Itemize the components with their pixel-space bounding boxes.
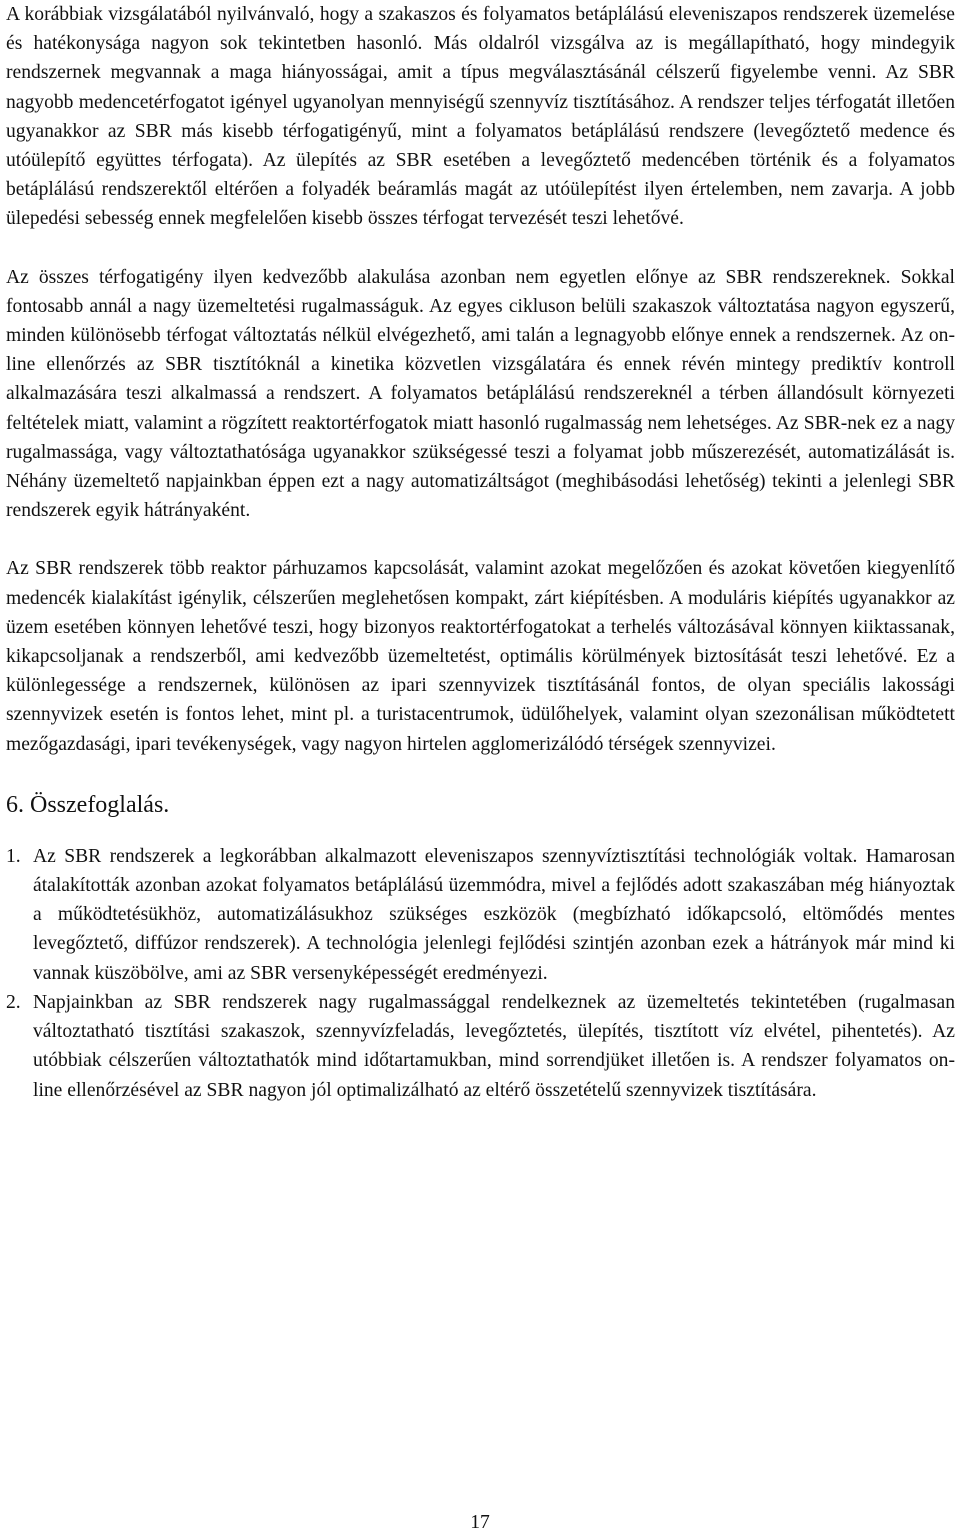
summary-item xyxy=(6,988,955,1105)
document-page xyxy=(6,0,955,1105)
summary-item-text: Napjainkban az SBR rendszerek nagy rugalmassággal rendelkeznek az üzemeltetés tekintetében (rugalmasan változtatható tisztítási szakaszok, szennyvízfeladás, levegőztetés, ülepítés, tisztított víz elvétel, pihentetés). Az utóbbiak célszerűen változtathatók mind időtartamukban, mind sorrendjüket illetően is. A rendszer folyamatos on-line ellenőrzésével az SBR nagyon jól optimalizálható az eltérő összetételű szennyvizek tisztítására. xyxy=(33,991,955,1101)
paragraph-spacer xyxy=(6,525,955,554)
heading-spacer xyxy=(6,820,955,842)
summary-list xyxy=(6,842,955,1105)
section-heading: 6. Összefoglalás. xyxy=(6,791,170,818)
paragraph-modular: Az SBR rendszerek több reaktor párhuzamos kapcsolását, valamint azokat megelőzően és azokat követően kiegyenlítő medencék kialakítást igénylik, célszerűen meglehetősen kompakt, zárt kiépítésben. A moduláris kiépítés ugyanakkor az üzem esetében könnyen lehetővé teszi, hogy bizonyos reaktortérfogatokat a terhelés változásával könnyen kiiktassanak, kikapcsoljanak a rendszerből, ami kedvezőbb üzemeltetést, optimális körülmények biztosítását teszi lehetővé. Ez a különlegessége a rendszernek, különösen az ipari szennyvizek tisztításánál fontos, de olyan speciális lakossági szennyvizek esetén is fontos lehet, mint pl. a turistacentrumok, üdülőhelyek, valamint olyan szezonálisan működtetett mezőgazdasági, ipari tevékenységek, vagy nagyon hirtelen agglomerizálódó térségek szennyvizei. xyxy=(6,558,955,755)
summary-item-number: 1. xyxy=(6,845,21,867)
paragraph-spacer xyxy=(6,759,955,788)
summary-item-number: 2. xyxy=(6,991,21,1013)
summary-item xyxy=(6,842,955,988)
paragraph-flexibility: Az összes térfogatigény ilyen kedvezőbb alakulása azonban nem egyetlen előnye az SBR rendszereknek. Sokkal fontosabb annál a nagy üzemeltetési rugalmasságuk. Az egyes cikluson belüli szakaszok változtatása nagyon egyszerű, minden különösebb térfogat változtatás nélkül elvégezhető, ami talán a legnagyobb előnye ennek a rendszernek. Az on-line ellenőrzés az SBR tisztítóknál a kinetika közvetlen vizsgálatára és ennek révén mintegy prediktív kontroll alkalmazására teszi alkalmassá a rendszert. A folyamatos betáplálású rendszereknél a térben állandósult környezeti feltételek miatt, valamint a rögzített reaktortérfogatok miatt hasonló rugalmasság nem lehetséges. Az SBR-nek ez a nagy rugalmassága, vagy változtathatósága ugyanakkor szükségessé teszi a folyamat jobb műszerezését, automatizálását is. Néhány üzemeltető napjainkban éppen ezt a nagy automatizáltságot (meghibásodási lehetőség) tekinti a jelenlegi SBR rendszerek egyik hátrányaként. xyxy=(6,266,955,522)
paragraph-comparison: A korábbiak vizsgálatából nyilvánvaló, hogy a szakaszos és folyamatos betáplálású eleveniszapos rendszerek üzemelése és hatékonysága nagyon sok tekintetben hasonló. Más oldalról vizsgálva az is megállapítható, hogy mindegyik rendszernek megvannak a maga hiányosságai, amit a típus megválasztásánál célszerű figyelembe venni. Az SBR nagyobb medencetérfogatot igényel ugyanolyan mennyiségű szennyvíz tisztításához. A rendszer teljes térfogatát illetően ugyanakkor az SBR más kisebb térfogatigényű, mint a folyamatos betáplálású rendszere (levegőztető medence és utóülepítő együttes térfogata). Az ülepítés az SBR esetében a levegőztető medencében történik és a folyamatos betáplálású rendszerektől eltérően a folyadék beáramlás magát az utóülepítést ilyen értelemben, nem zavarja. A jobb ülepedési sebesség ennek megfelelően kisebb összes térfogat tervezését teszi lehetővé. xyxy=(6,4,955,230)
summary-item-text: Az SBR rendszerek a legkorábban alkalmazott eleveniszapos szennyvíztisztítási technológiák voltak. Hamarosan átalakították azonban azokat folyamatos betáplálású üzemmódra, mivel a fejlődés adott szakaszában még hiányoztak a működtetésükhöz, automatizálásukhoz szükséges eszközök (megbízható időkapcsoló, eltömődés mentes levegőztető, diffúzor rendszerek). A technológia jelenlegi fejlődési szintjén azonban ezek a hátrányok már mind ki vannak küszöbölve, ami az SBR versenyképességét eredményezi. xyxy=(33,845,955,984)
page-number: 17 xyxy=(470,1512,490,1533)
paragraph-spacer xyxy=(6,234,955,263)
